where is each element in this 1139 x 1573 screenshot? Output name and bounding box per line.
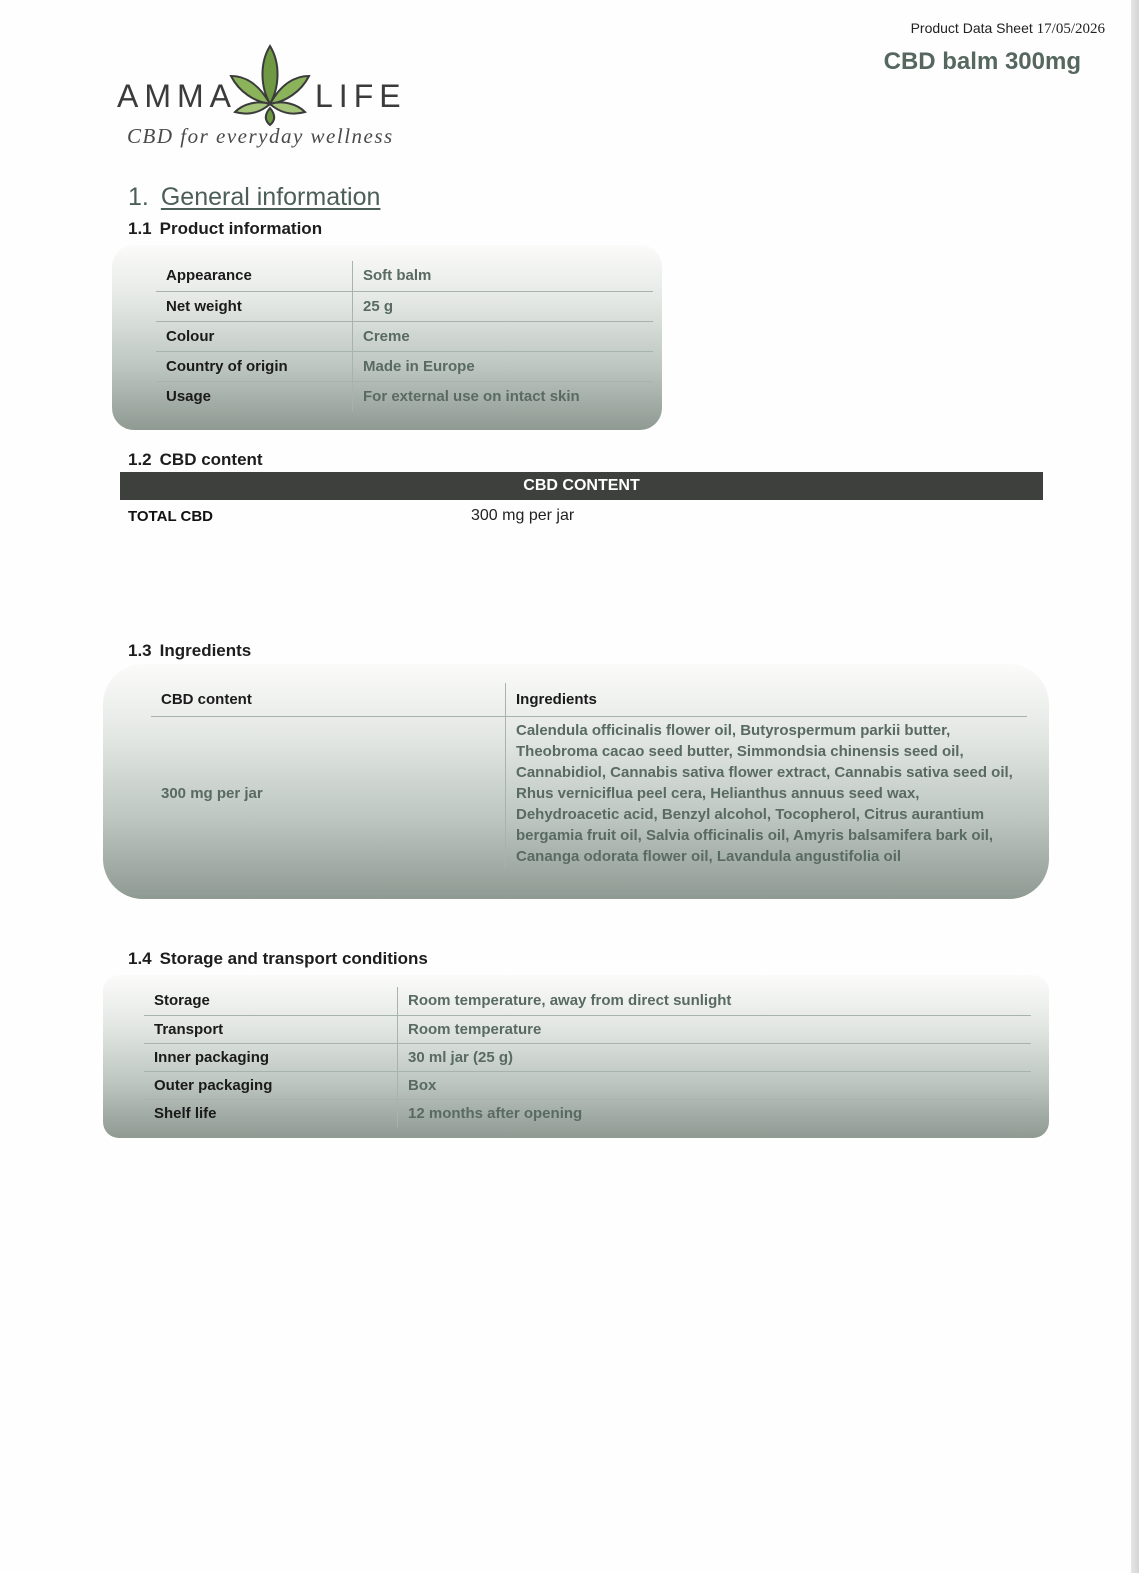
subsection-number: 1.1 xyxy=(128,219,152,238)
row-value: Box xyxy=(398,1071,1032,1099)
row-value: Creme xyxy=(353,321,654,351)
document-kind-line xyxy=(884,20,1105,38)
table-row xyxy=(156,291,653,321)
subsection-title: CBD content xyxy=(159,450,263,469)
row-value: Room temperature, away from direct sunlight xyxy=(398,987,1032,1015)
cannabis-leaf-icon xyxy=(225,42,315,128)
table-row xyxy=(151,717,1027,869)
row-label: Colour xyxy=(156,321,353,351)
row-label: Usage xyxy=(156,381,353,411)
subsection-number: 1.2 xyxy=(128,450,152,469)
table-row xyxy=(156,381,653,411)
row-label: Country of origin xyxy=(156,351,353,381)
table-row xyxy=(144,1015,1031,1043)
row-label: Storage xyxy=(144,987,398,1015)
row-value: 25 g xyxy=(353,291,654,321)
section-number: 1. xyxy=(128,183,149,211)
document-kind: Product Data Sheet xyxy=(910,20,1033,36)
row-value: For external use on intact skin xyxy=(363,387,580,405)
product-name: CBD balm 300mg xyxy=(883,48,1081,75)
row-label: Inner packaging xyxy=(144,1043,398,1071)
cbd-content-value: 300 mg per jar xyxy=(151,717,506,869)
page-edge-shadow xyxy=(1131,0,1139,1573)
column-header-cbd-content: CBD content xyxy=(151,683,506,717)
brand-logo xyxy=(117,42,417,154)
column-header-ingredients: Ingredients xyxy=(506,683,1028,717)
subsection-number: 1.3 xyxy=(128,641,152,660)
logo-word-left: AMMA xyxy=(117,78,237,114)
row-label: Net weight xyxy=(156,291,353,321)
subsection-heading-cbd-content xyxy=(128,450,263,470)
subsection-heading-ingredients xyxy=(128,641,251,661)
section-title: General information xyxy=(160,183,381,211)
product-information-table xyxy=(156,261,653,411)
row-value: Made in Europe xyxy=(353,351,654,381)
table-row xyxy=(156,261,653,291)
row-value: 12 months after opening xyxy=(408,1104,583,1122)
table-row xyxy=(144,1043,1031,1071)
document-date: 17/05/2026 xyxy=(1036,21,1105,37)
document-header xyxy=(884,20,1105,76)
subsection-heading-storage-transport xyxy=(128,949,428,969)
subsection-title: Storage and transport conditions xyxy=(159,949,428,968)
row-value: Soft balm xyxy=(353,261,654,291)
table-row xyxy=(144,1099,1031,1127)
logo-tagline: CBD for everyday wellness xyxy=(127,124,394,148)
row-label: Outer packaging xyxy=(144,1071,398,1099)
cbd-content-header-bar: CBD CONTENT xyxy=(120,472,1043,500)
table-row xyxy=(144,987,1031,1015)
subsection-heading-product-information xyxy=(128,219,322,239)
ingredients-list: Calendula officinalis flower oil, Butyrospermum parkii butter, Theobroma cacao seed butter, Simmondsia chinensis seed oil, Cannabidiol, Cannabis sativa flower extract, Cannabis sativa seed oil, Rhus verniciflua peel cera, Helianthus annuus seed wax, Dehydroacetic acid, Benzyl alcohol, Tocopherol, Citrus aurantium bergamia fruit oil, Salvia officinalis oil, Amyris balsamifera bark oil, Cananga odorata flower oil, Lavandula angustifolia oil xyxy=(516,722,1013,866)
subsection-title: Product information xyxy=(159,219,323,238)
table-row xyxy=(156,321,653,351)
total-cbd-label: TOTAL CBD xyxy=(128,508,213,525)
row-label: Transport xyxy=(144,1015,398,1043)
subsection-number: 1.4 xyxy=(128,949,152,968)
storage-table xyxy=(144,987,1031,1127)
total-cbd-value: 300 mg per jar xyxy=(471,507,575,524)
table-row xyxy=(144,1071,1031,1099)
logo-word-right: LIFE xyxy=(315,78,407,114)
table-header-row xyxy=(151,683,1027,717)
row-label: Appearance xyxy=(156,261,353,291)
ingredients-table xyxy=(151,683,1027,869)
table-row xyxy=(156,351,653,381)
subsection-title: Ingredients xyxy=(159,641,252,660)
row-label: Shelf life xyxy=(144,1099,398,1127)
row-value: Room temperature xyxy=(398,1015,1032,1043)
row-value: 30 ml jar (25 g) xyxy=(398,1043,1032,1071)
section-heading-general-information xyxy=(128,183,380,212)
